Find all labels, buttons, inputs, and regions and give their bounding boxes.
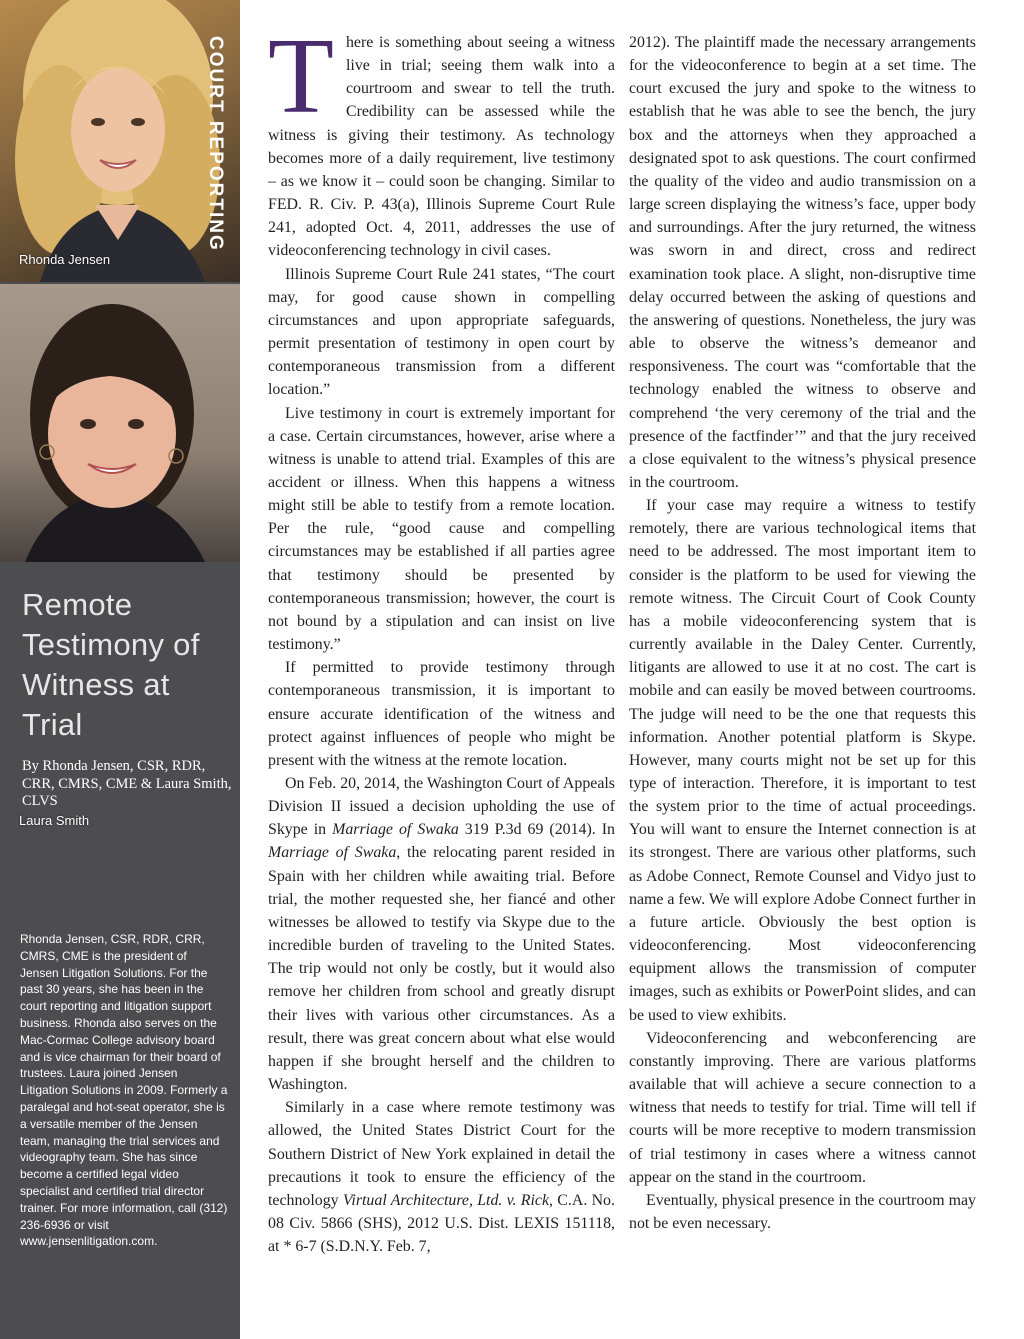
portrait-caption-rhonda: Rhonda Jensen bbox=[19, 252, 111, 267]
portrait-laura-smith-illustration bbox=[0, 284, 240, 562]
article-paragraph bbox=[268, 1096, 615, 1258]
author-bio: Rhonda Jensen, CSR, RDR, CRR, CMRS, CME is the president of Jensen Litigation Solutions. For the past 30 years, she has been in the court reporting and litigation support business. Rhonda also serves on the Mac-Cormac College advisory board and is vice chairman for their board of trustees. Laura joined Jensen Litigation Solutions in 2009. Formerly a paralegal and hot-seat operator, she is a versatile member of the Jensen team, managing the trial services and videography team. She has since become a certified legal video specialist and certified trial director trainer. For more information, call (312) 236-6936 or visit www.jensenlitigation.com. bbox=[20, 932, 228, 1249]
portrait-caption-laura: Laura Smith bbox=[19, 813, 90, 828]
paragraph-text: Similarly in a case where remote testimony was allowed, the United States District Court for the Southern District of New York explained in detail the precautions it took to ensure the efficiency of the technology bbox=[268, 1099, 615, 1209]
case-citation: Virtual Architecture, Ltd. v. Rick bbox=[342, 1191, 550, 1209]
section-label-text: COURT REPORTING bbox=[205, 36, 226, 252]
article-paragraph: Live testimony in court is extremely important for a case. Certain circumstances, however, arise where a witness is unable to attend trial. Examples of this are accident or illness. When this happens a witness might still be able to testify from a remote location. Per the rule, “good cause and compelling circumstances may be established if all parties agree that testimony should be presented by contemporaneous transmission; however, the court is not bound by a stipulation and can insist on live testimony.” bbox=[268, 404, 615, 654]
paragraph-text: here is something about seeing a witness live in trial; seeing them walk into a courtroom and swear to tell the truth. Credibility can be assessed while the witness is giving their testimony. As technology becomes more of a daily requirement, live testimony – as we know it – could soon be changing. Similar to FED. R. Civ. P. 43(a), Illinois Supreme Court Rule 241, adopted Oct. 4, 2011, addresses the use of videoconferencing technology in civil cases. bbox=[268, 34, 615, 260]
article-paragraph: Eventually, physical presence in the courtroom may not be even necessary. bbox=[629, 1191, 976, 1232]
drop-cap: T bbox=[268, 17, 334, 136]
article-paragraph: 2012). The plaintiff made the necessary arrangements for the videoconference to begin at a set time. The court excused the jury and spoke to the witness to establish that he was able to see the bench, the jury box and the attorneys when they approached a designated spot to ask questions. The court confirmed the quality of the video and audio transmission on a large screen displaying the witness’s face, upper body and surroundings. After the jury returned, the witness was sworn in and direct, cross and redirect examination took place. A slight, non-disruptive time delay occurred between the asking of questions and the answering of questions. Nonetheless, the jury was able to observe the witness’s demeanor and responsiveness. The court was “comfortable that the technology enabled the witness to observe and comprehend ‘the very ceremony of the trial and the presence of the factfinder’” and that the jury received a close equivalent to the witness’s physical presence in the courtroom. bbox=[629, 34, 976, 491]
article-paragraph: Illinois Supreme Court Rule 241 states, “The court may, for good cause shown in compelling circumstances and upon appropriate safeguards, permit presentation of testimony in open court by contemporaneous transmission from a different location.” bbox=[268, 265, 615, 399]
case-citation: Marriage of Swaka bbox=[268, 844, 397, 862]
article-paragraph: If your case may require a witness to testify remotely, there are various technological items that need to be addressed. The most important item to consider is the platform to be used for viewing the remote witness. The Circuit Court of Cook County has a mobile videoconferencing system that is currently available in the Daley Center. Currently, litigants are allowed to use it at no cost. The cart is mobile and can easily be moved between courtrooms. The judge will need to be the one that requests this information. Another potential platform is Skype. However, many courts might not be set up for this type of interaction. Therefore, it is important to test the system prior to the time of actual proceedings. You will want to ensure the Internet connection is at its strongest. There are various other platforms, such as Adobe Connect, Remote Counsel and Vidyo just to name a few. We will explore Adobe Connect further in a future article. Obviously the best option is videoconferencing. Most videoconferencing equipment allows the transmission of computer images, such as exhibits or PowerPoint slides, and can be used to view exhibits. bbox=[629, 497, 976, 1024]
article-paragraph bbox=[268, 772, 615, 1096]
article-paragraph bbox=[268, 17, 615, 263]
article-column-2 bbox=[629, 31, 976, 1235]
article-paragraph: If permitted to provide testimony through contemporaneous transmission, it is important to ensure accurate identification of the witness and protect against influences of people who might be present with the witness at the remote location. bbox=[268, 659, 615, 769]
section-label bbox=[204, 36, 234, 256]
paragraph-text: 319 P.3d 69 (2014). In bbox=[458, 821, 615, 839]
article-byline: By Rhonda Jensen, CSR, RDR, CRR, CMRS, CME & Laura Smith, CLVS bbox=[22, 758, 232, 809]
paragraph-text: , C.A. No. 08 Civ. 5866 (SHS), 2012 U.S. Dist. LEXIS 151118, at * 6-7 (S.D.N.Y. Feb. 7, bbox=[268, 1191, 615, 1256]
paragraph-text: , the relocating parent resided in Spain with her children while awaiting trial. Before trial, the mother requested she, her fiancé and other witnesses be allowed to testify via Skype due to the incredible burden of traveling to the United States. The trip would not only be costly, but it would also remove her children from school and greatly disrupt their lives with various other circumstances. As a result, there was great concern about what else would happen if she brought herself and the children to Washington. bbox=[268, 844, 616, 1094]
paragraph-text: On Feb. 20, 2014, the Washington Court of Appeals Division II issued a decision upholding the use of Skype in bbox=[268, 775, 615, 839]
article-column-1 bbox=[268, 17, 616, 1258]
case-citation: Marriage of Swaka bbox=[332, 821, 459, 839]
sidebar bbox=[0, 0, 240, 1339]
article-title: Remote Testimony of Witness at Trial bbox=[22, 587, 200, 742]
article-paragraph: Videoconferencing and webconferencing are constantly improving. There are various platforms available that will achieve a secure connection to a witness that needs to testify for trial. Time will tell if courts will be more receptive to modern transmission of trial testimony in cases where a witness cannot appear on the stand in the courtroom. bbox=[629, 1029, 976, 1186]
